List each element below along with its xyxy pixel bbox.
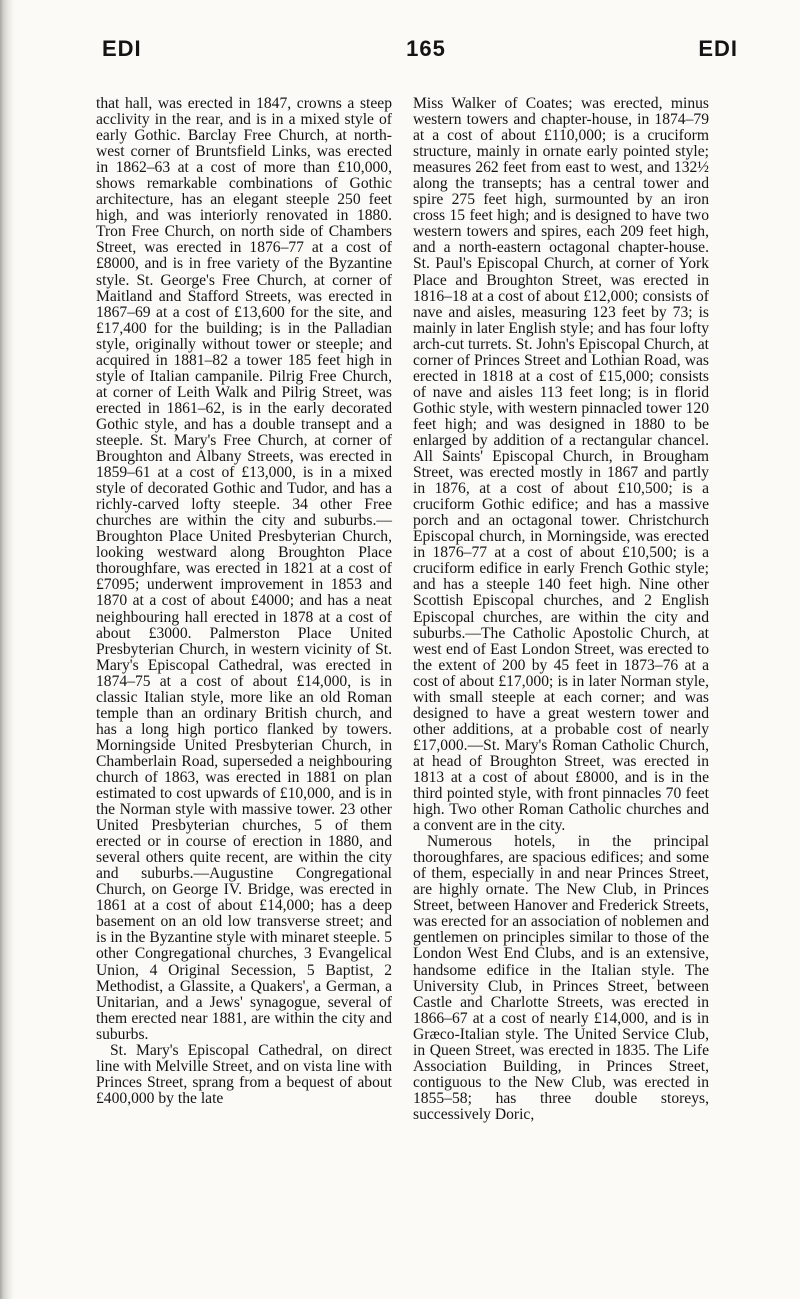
right-column	[413, 96, 709, 1123]
right-paragraph: Numerous hotels, in the principal thoroughfares, are spacious edifices; and some of them, especially in and near Princes Street, are highly ornate. The New Club, in Princes Street, between Hanover and Frederick Streets, was erected for an association of noblemen and gentlemen on principles similar to those of the London West End Clubs, and is an extensive, handsome edifice in the Italian style. The University Club, in Princes Street, between Castle and Charlotte Streets, was erected in 1866–67 at a cost of nearly £14,000, and is in Græco-Italian style. The United Service Club, in Queen Street, was erected in 1835. The Life Association Building, in Princes Street, contiguous to the New Club, was erected in 1855–58; has three double storeys, successively Doric,	[413, 833, 709, 1123]
page-number: 165	[406, 36, 446, 61]
left-paragraph: St. Mary's Episcopal Cathedral, on direct line with Melville Street, and on vista line with Princes Street, sprang from a bequest of about £400,000 by the late	[96, 1041, 392, 1107]
header-left-word: EDI	[102, 36, 142, 61]
left-column	[96, 96, 392, 1107]
running-header	[96, 36, 756, 66]
right-paragraph: Miss Walker of Coates; was erected, minus western towers and chapter-house, in 1874–79 at a cost of about £110,000; is a cruciform structure, mainly in ornate early pointed style; measures 262 feet from east to west, and 132½ along the transepts; has a central tower and spire 275 feet high, surmounted by an iron cross 15 feet high; and is designed to have two western towers and spires, each 209 feet high, and a north-eastern octagonal chapter-house. St. Paul's Episcopal Church, at corner of York Place and Broughton Street, was erected in 1816–18 at a cost of about £12,000; consists of nave and aisles, measuring 123 feet by 73; is mainly in later English style; and has four lofty arch-cut turrets. St. John's Episcopal Church, at corner of Princes Street and Lothian Road, was erected in 1818 at a cost of £15,000; consists of nave and aisles 113 feet long; is in florid Gothic style, with western pinnacled tower 120 feet high; and was designed in 1880 to be enlarged by addition of a rectangular chancel. All Saints' Episcopal Church, in Brougham Street, was erected mostly in 1867 and partly in 1876, at a cost of about £10,500; is a cruciform Gothic edifice; and has a massive porch and an octagonal tower. Christchurch Episcopal church, in Morningside, was erected in 1876–77 at a cost of about £10,500; is a cruciform edifice in early French Gothic style; and has a steeple 140 feet high. Nine other Scottish Episcopal churches, and 2 English Episcopal churches, are within the city and suburbs.—The Catholic Apostolic Church, at west end of East London Street, was erected to the extent of 200 by 45 feet in 1873–76 at a cost of about £17,000; is in later Norman style, with small steeple at each corner; and was designed to have a great western tower and other additions, at a probable cost of nearly £17,000.—St. Mary's Roman Catholic Church, at head of Broughton Street, was erected in 1813 at a cost of about £8000, and is in the third pointed style, with front pinnacles 70 feet high. Two other Roman Catholic churches and a convent are in the city.	[413, 95, 709, 835]
header-right-word: EDI	[698, 36, 738, 61]
book-spine-shadow	[0, 0, 14, 1299]
left-paragraph: that hall, was erected in 1847, crowns a steep acclivity in the rear, and is in a mixed style of early Gothic. Barclay Free Church, at north-west corner of Bruntsfield Links, was erected in 1862–63 at a cost of more than £10,000, shows remarkable combinations of Gothic architecture, has an elegant steeple 250 feet high, and was interiorly renovated in 1880. Tron Free Church, on north side of Chambers Street, was erected in 1876–77 at a cost of £8000, and is in free variety of the Byzantine style. St. George's Free Church, at corner of Maitland and Stafford Streets, was erected in 1867–69 at a cost of £13,600 for the site, and £17,400 for the building; is in the Palladian style, originally without tower or steeple; and acquired in 1881–82 a tower 185 feet high in style of Italian campanile. Pilrig Free Church, at corner of Leith Walk and Pilrig Street, was erected in 1861–62, is in the early decorated Gothic style, and has a double transept and a steeple. St. Mary's Free Church, at corner of Broughton and Albany Streets, was erected in 1859–61 at a cost of £13,000, is in a mixed style of decorated Gothic and Tudor, and has a richly-carved lofty steeple. 34 other Free churches are within the city and suburbs.—Broughton Place United Presbyterian Church, looking westward along Broughton Place thoroughfare, was erected in 1821 at a cost of £7095; underwent improvement in 1853 and 1870 at a cost of about £4000; and has a neat neighbouring hall erected in 1878 at a cost of about £3000. Palmerston Place United Presbyterian Church, in western vicinity of St. Mary's Episcopal Cathedral, was erected in 1874–75 at a cost of about £14,000, is in classic Italian style, more like an old Roman temple than an ordinary British church, and has a long high portico flanked by towers. Morningside United Presbyterian Church, in Chamberlain Road, superseded a neighbouring church of 1863, was erected in 1881 on plan estimated to cost upwards of £10,000, and is in the Norman style with massive tower. 23 other United Presbyterian churches, 5 of them erected or in course of erection in 1880, and several others quite recent, are within the city and suburbs.—Augustine Congregational Church, on George IV. Bridge, was erected in 1861 at a cost of about £14,000; has a deep basement on an old low transverse street; and is in the Byzantine style with minaret steeple. 5 other Congregational churches, 3 Evangelical Union, 4 Original Secession, 5 Baptist, 2 Methodist, a Glassite, a Quakers', a German, a Unitarian, and a Jews' synagogue, several of them erected near 1881, are within the city and suburbs.	[96, 95, 392, 1043]
